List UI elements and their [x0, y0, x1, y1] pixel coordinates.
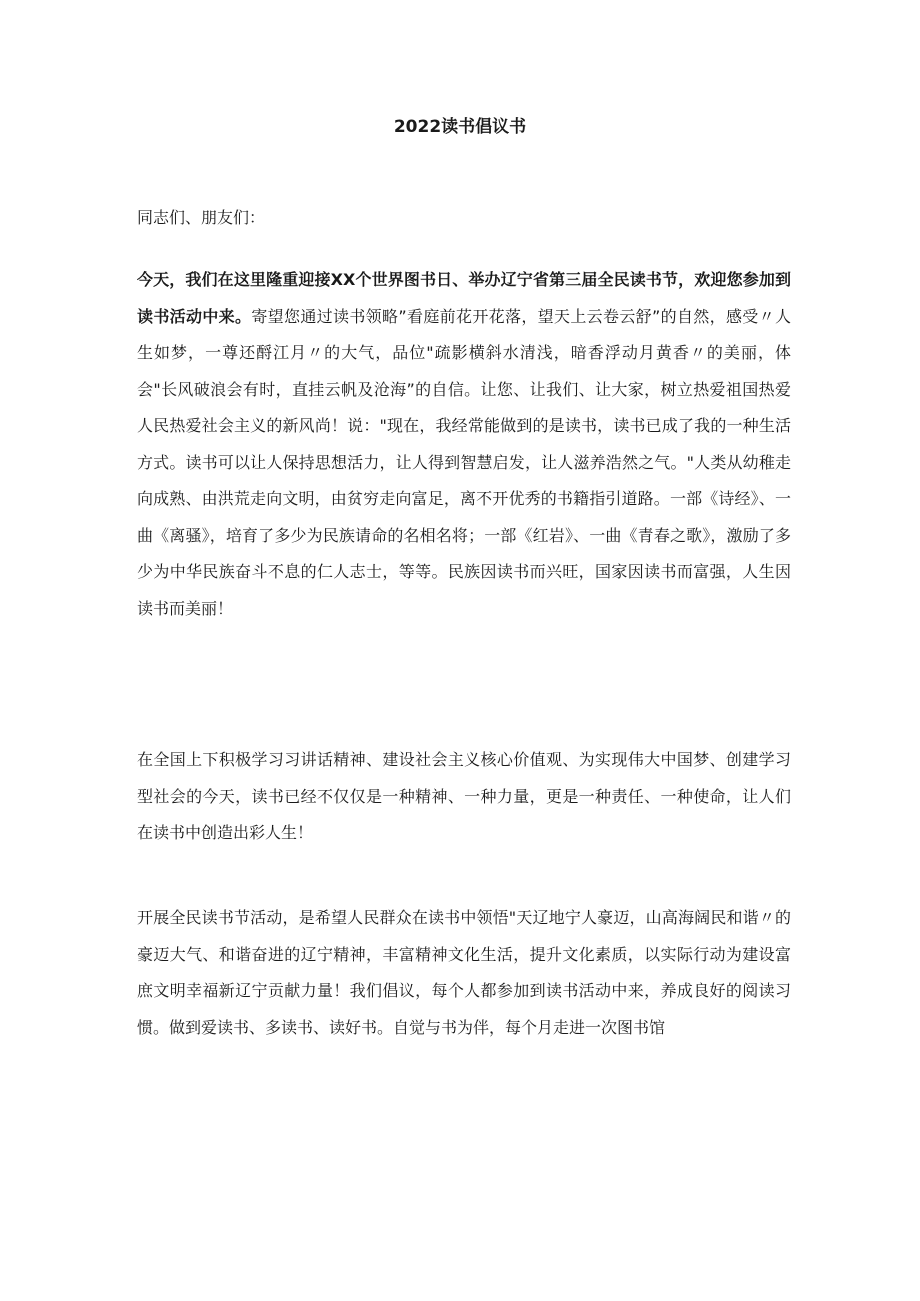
paragraph-2: 在全国上下积极学习习讲话精神、建设社会主义核心价值观、为实现伟大中国梦、创建学习型社会的今天，读书已经不仅仅是一种精神、一种力量，更是一种责任、一种使命，让人们在读书中创造出彩人生！ — [137, 750, 791, 842]
document-title: 2022读书倡议书 — [393, 117, 527, 137]
paragraph-1-text: 寄望您通过读书领略”看庭前花开花落，望天上云卷云舒”的自然，感受〃人生如梦，一尊还酹江月〃的大气，品位"疏影横斜水清浅，暗香浮动月黄香〃的美丽，体会"长风破浪会有时，直挂云帆及沧海”的自信。让您、让我们、让大家，树立热爱祖国热爱人民热爱社会主义的新风尚！说："现在，我经常能做到的是读书，读书已成了我的一种生活方式。读书可以让人保持思想活力，让人得到智慧启发，让人滋养浩然之气。"人类从幼稚走向成熟、由洪荒走向文明，由贫穷走向富足，离不开优秀的书籍指引道路。一部《诗经》、一曲《离骚》，培育了多少为民族请命的名相名将；一部《红岩》、一曲《青春之歌》，激励了多少为中华民族奋斗不息的仁人志士，等等。民族因读书而兴旺，国家因读书而富强，人生因读书而美丽！ — [137, 306, 791, 618]
paragraph-3: 开展全民读书节活动，是希望人民群众在读书中领悟"天辽地宁人豪迈，山高海阔民和谐〃的豪迈大气、和谐奋进的辽宁精神，丰富精神文化生活，提升文化素质，以实际行动为建设富庶文明幸福新辽宁贡献力量！我们倡议，每个人都参加到读书活动中来，养成良好的阅读习惯。做到爱读书、多读书、读好书。自觉与书为伴，每个月走进一次图书馆 — [137, 908, 791, 1037]
salutation: 同志们、朋友们： — [137, 208, 266, 227]
paragraph-1 — [137, 262, 791, 627]
paragraph-1-bold-lead: 今天，我们在这里隆重迎接XX个世界图书日、举办辽宁省第三届全民读书节，欢迎您参加到读书活动中来。 — [137, 270, 791, 326]
